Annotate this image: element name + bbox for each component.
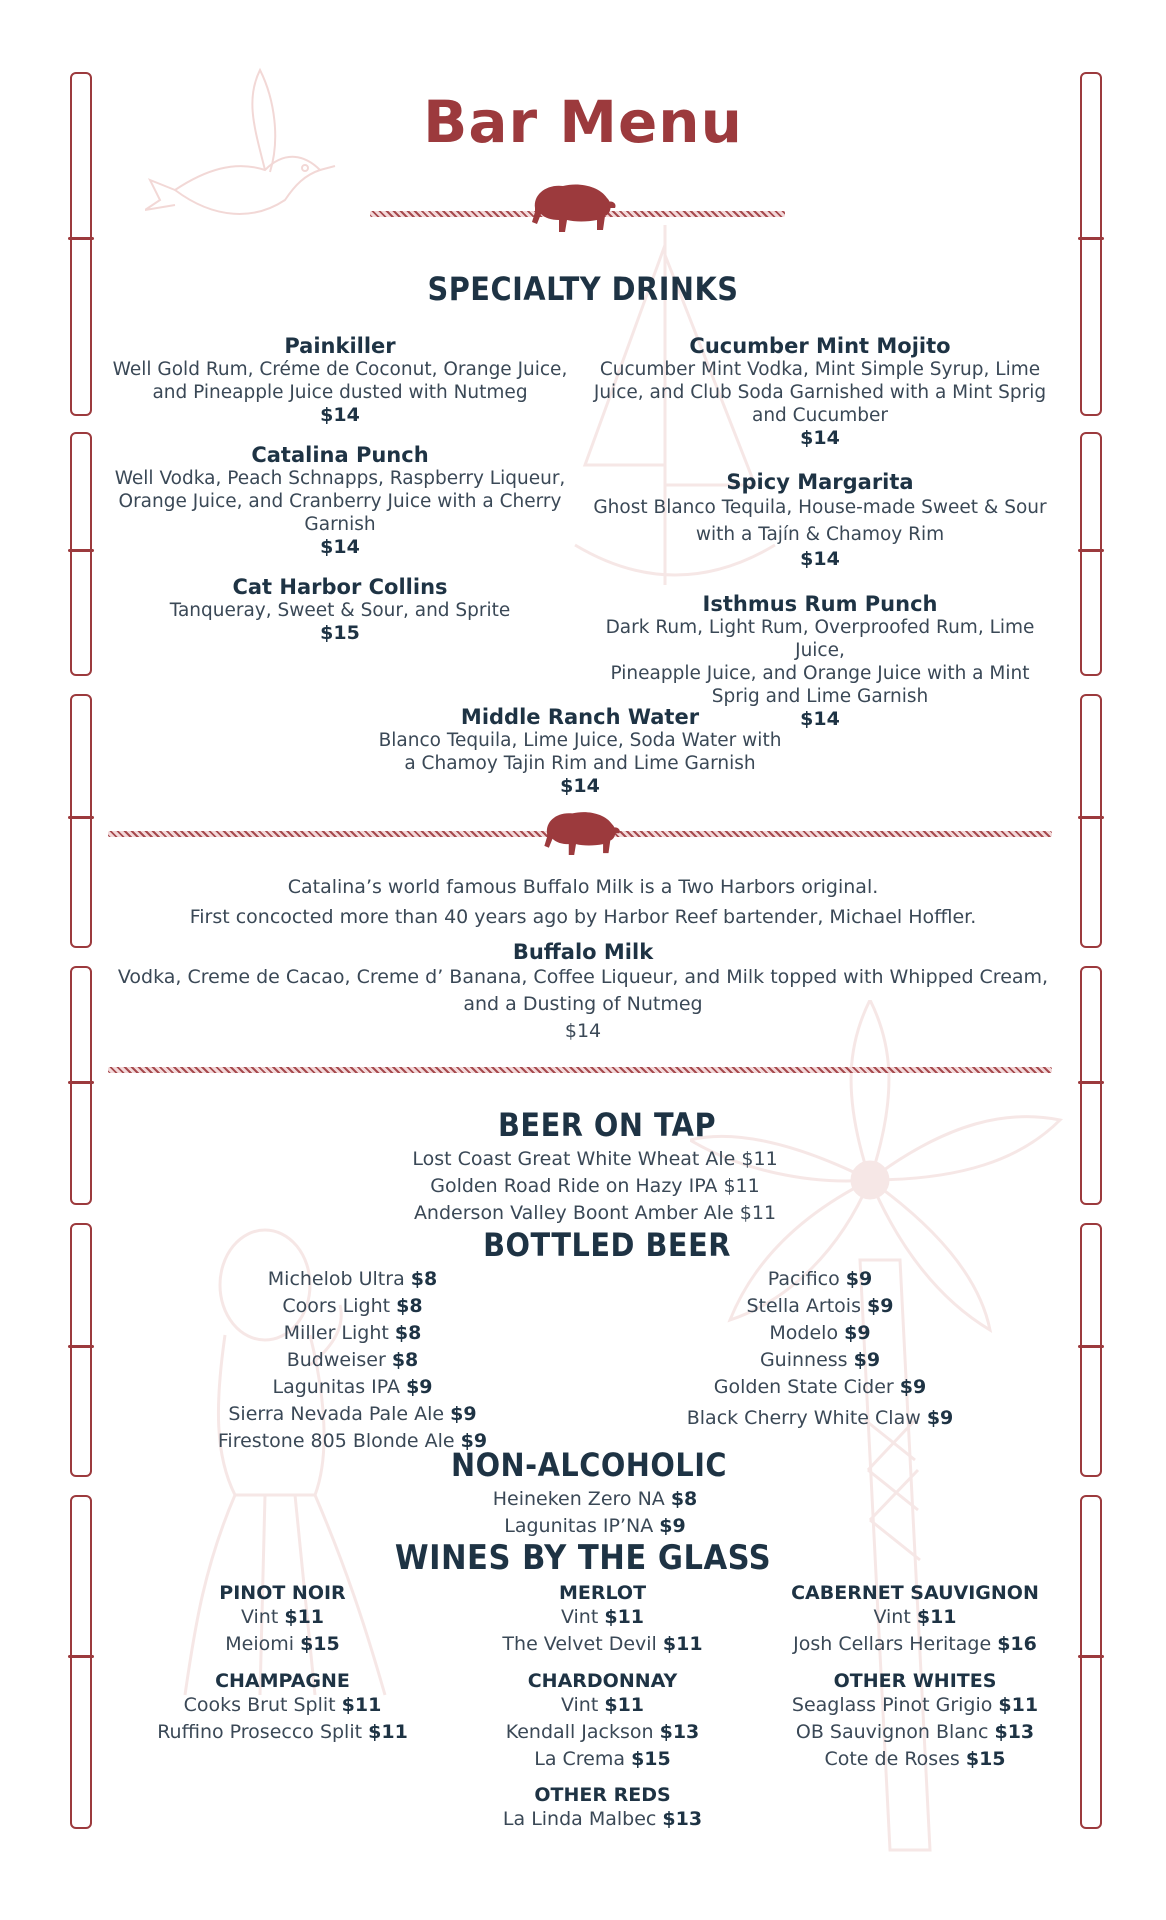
- drink-desc: Juice, and Club Soda Garnished with a Mint Sprig: [593, 382, 1047, 403]
- buffalo-icon: [533, 808, 628, 864]
- drink-middle-ranch-water: [330, 705, 830, 797]
- list-item: Vint $11: [560, 1694, 645, 1716]
- list-item: Lagunitas IPA $9: [272, 1376, 433, 1398]
- wine-group-champagne: [140, 1670, 425, 1746]
- drink-price: $14: [800, 427, 840, 449]
- list-item: Vint $11: [873, 1606, 957, 1628]
- drink-desc: and Pineapple Juice dusted with Nutmeg: [152, 382, 528, 403]
- bottled-beer-heading: BOTTLED BEER: [483, 1226, 731, 1264]
- drink-name: Spicy Margarita: [726, 470, 914, 494]
- wine-group-title: MERLOT: [558, 1582, 647, 1604]
- list-item: Pacifico $9: [767, 1268, 873, 1290]
- drink-buffalo-milk: [100, 940, 1066, 1045]
- buffalo-milk-intro: [100, 872, 1066, 932]
- wine-group-title: CHAMPAGNE: [215, 1670, 350, 1692]
- wines-by-the-glass-heading: WINES BY THE GLASS: [394, 1538, 772, 1578]
- drink-price: $14: [320, 536, 360, 558]
- list-item: Kendall Jackson $13: [505, 1721, 700, 1743]
- drink-name: Catalina Punch: [251, 443, 429, 467]
- list-item: Meiomi $15: [225, 1633, 340, 1655]
- list-item: Josh Cellars Heritage $16: [793, 1633, 1037, 1655]
- drink-price: $14: [320, 404, 360, 426]
- drink-price: $14: [560, 775, 600, 797]
- drink-desc: Blanco Tequila, Lime Juice, Soda Water with: [378, 730, 782, 751]
- drink-desc: Cucumber Mint Vodka, Mint Simple Syrup, Lime: [599, 359, 1041, 380]
- drink-catalina-punch: [100, 443, 580, 558]
- drink-price: $15: [320, 622, 360, 644]
- buffalo-icon: [527, 180, 617, 242]
- drink-price: $14: [800, 548, 840, 570]
- drink-desc: Tanqueray, Sweet & Sour, and Sprite: [169, 600, 511, 621]
- wine-group-merlot: [455, 1582, 750, 1658]
- list-item: Vint $11: [240, 1606, 325, 1628]
- drink-spicy-margarita: [580, 470, 1060, 570]
- list-item: Golden State Cider $9: [713, 1376, 927, 1398]
- list-item: OB Sauvignon Blanc $13: [795, 1721, 1035, 1743]
- specialty-drinks-heading: SPECIALTY DRINKS: [427, 270, 739, 308]
- drink-painkiller: [100, 334, 580, 426]
- drink-desc: and Cucumber: [752, 405, 888, 426]
- drink-name: Middle Ranch Water: [460, 705, 700, 729]
- non-alcoholic-list: [400, 1486, 790, 1540]
- list-item: Black Cherry White Claw $9: [686, 1407, 954, 1429]
- list-item: The Velvet Devil $11: [502, 1633, 703, 1655]
- drink-cucumber-mint-mojito: [580, 334, 1060, 449]
- list-item: La Linda Malbec $13: [502, 1808, 703, 1830]
- drink-name: Isthmus Rum Punch: [702, 592, 938, 616]
- wine-group-pinot-noir: [140, 1582, 425, 1658]
- list-item: Stella Artois $9: [746, 1295, 894, 1317]
- list-item: Ruffino Prosecco Split $11: [157, 1721, 408, 1743]
- drink-desc: Orange Juice, and Cranberry Juice with a Cherry: [118, 491, 562, 512]
- drink-name: Buffalo Milk: [512, 940, 654, 964]
- drink-desc: with a Tajín & Chamoy Rim: [695, 524, 945, 545]
- drink-desc: Pineapple Juice, and Orange Juice with a Mint: [610, 663, 1030, 684]
- list-item: Lagunitas IP’NA $9: [504, 1515, 686, 1537]
- drink-desc: and a Dusting of Nutmeg: [463, 993, 703, 1015]
- list-item: Michelob Ultra $8: [267, 1268, 438, 1290]
- beer-on-tap-list: [300, 1146, 890, 1227]
- list-item: Modelo $9: [769, 1322, 871, 1344]
- list-item: Sierra Nevada Pale Ale $9: [228, 1403, 477, 1425]
- non-alcoholic-heading: NON-ALCOHOLIC: [450, 1446, 728, 1484]
- drink-desc: a Chamoy Tajin Rim and Lime Garnish: [404, 753, 756, 774]
- list-item: Guinness $9: [759, 1349, 881, 1371]
- list-item: Vint $11: [560, 1606, 645, 1628]
- wine-group-title: OTHER WHITES: [833, 1670, 997, 1692]
- list-item: Cooks Brut Split $11: [183, 1694, 382, 1716]
- wine-group-chardonnay: [455, 1670, 750, 1773]
- drink-price: $14: [800, 708, 840, 730]
- lower-divider: [108, 1067, 1052, 1073]
- drink-name: Cucumber Mint Mojito: [689, 334, 951, 358]
- wine-group-title: CABERNET SAUVIGNON: [791, 1582, 1039, 1604]
- list-item: Firestone 805 Blonde Ale $9: [217, 1430, 488, 1452]
- drink-desc: Vodka, Creme de Cacao, Creme d’ Banana, Coffee Liqueur, and Milk topped with Whipped Cream,: [117, 966, 1049, 988]
- intro-line: First concocted more than 40 years ago by Harbor Reef bartender, Michael Hoffler.: [189, 906, 977, 928]
- drink-desc: Well Vodka, Peach Schnapps, Raspberry Liqueur,: [114, 468, 566, 489]
- wine-group-cabernet-sauvignon: [765, 1582, 1065, 1658]
- list-item: Lost Coast Great White Wheat Ale $11: [412, 1148, 778, 1170]
- bottled-beer-right-list: [670, 1266, 970, 1432]
- page-title: Bar Menu: [423, 88, 743, 156]
- wine-group-other-whites: [765, 1670, 1065, 1773]
- bottled-beer-left-list: [200, 1266, 505, 1455]
- drink-desc: Well Gold Rum, Créme de Coconut, Orange Juice,: [112, 359, 568, 380]
- drink-desc: Dark Rum, Light Rum, Overproofed Rum, Lime Juice,: [605, 617, 1035, 661]
- wine-group-other-reds: [455, 1784, 750, 1833]
- drink-desc: Garnish: [304, 514, 376, 535]
- drink-desc: Sprig and Lime Garnish: [711, 686, 929, 707]
- list-item: Coors Light $8: [282, 1295, 423, 1317]
- drink-price: $14: [564, 1020, 602, 1042]
- list-item: Cote de Roses $15: [824, 1748, 1006, 1770]
- list-item: Seaglass Pinot Grigio $11: [791, 1694, 1039, 1716]
- intro-line: Catalina’s world famous Buffalo Milk is a Two Harbors original.: [287, 876, 879, 898]
- drink-name: Painkiller: [284, 334, 396, 358]
- list-item: Anderson Valley Boont Amber Ale $11: [413, 1202, 777, 1224]
- drink-name: Cat Harbor Collins: [232, 575, 448, 599]
- drink-cat-harbor-collins: [100, 575, 580, 644]
- wine-group-title: OTHER REDS: [534, 1784, 671, 1806]
- list-item: Budweiser $8: [286, 1349, 419, 1371]
- wine-group-title: CHARDONNAY: [527, 1670, 678, 1692]
- wine-group-title: PINOT NOIR: [219, 1582, 346, 1604]
- list-item: La Crema $15: [534, 1748, 671, 1770]
- list-item: Golden Road Ride on Hazy IPA $11: [430, 1175, 760, 1197]
- list-item: Heineken Zero NA $8: [492, 1488, 698, 1510]
- list-item: Miller Light $8: [283, 1322, 422, 1344]
- beer-on-tap-heading: BEER ON TAP: [497, 1106, 717, 1144]
- drink-desc: Ghost Blanco Tequila, House-made Sweet & Sour: [593, 497, 1047, 518]
